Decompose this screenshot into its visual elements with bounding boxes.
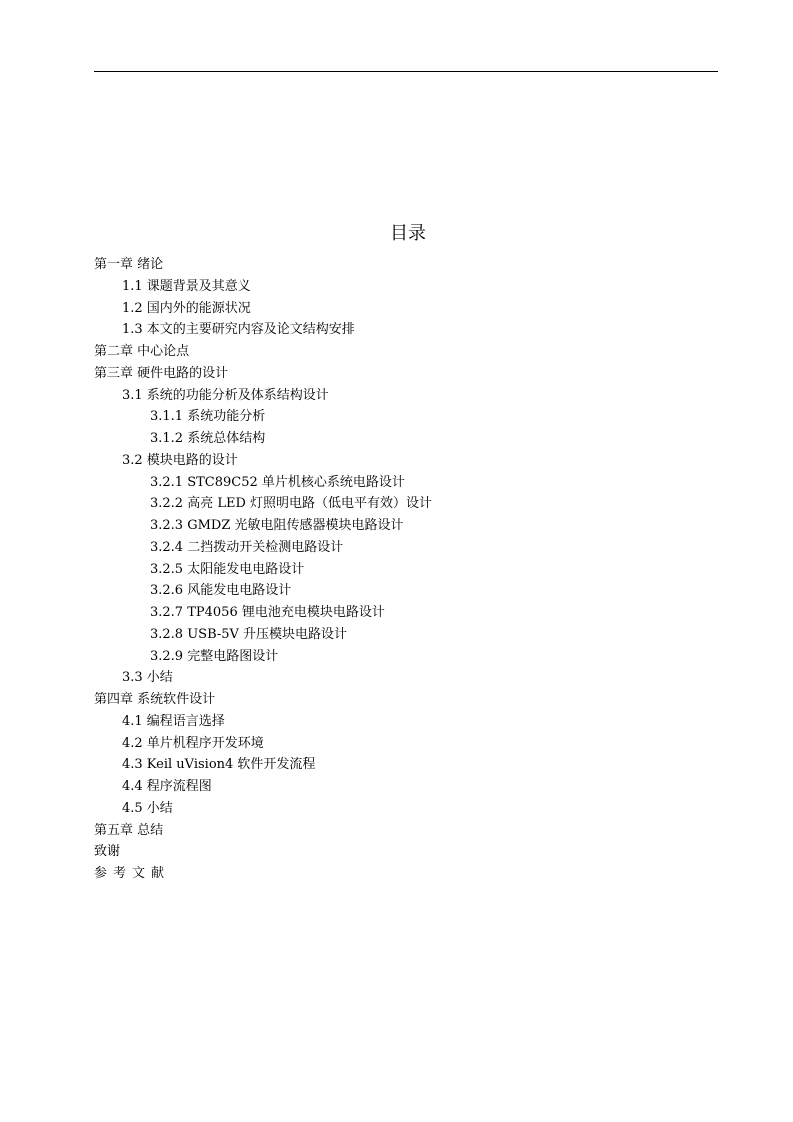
toc-entry-4-3: 4.3 Keil uVision4 软件开发流程 xyxy=(122,757,316,773)
toc-entry-3-2-5: 3.2.5 太阳能发电电路设计 xyxy=(150,561,305,577)
toc-entry-4-5: 4.5 小结 xyxy=(122,800,173,816)
toc-entry-4-1: 4.1 编程语言选择 xyxy=(122,713,225,729)
toc-entry-chapter-4: 第四章 系统软件设计 xyxy=(94,692,216,707)
toc-entry-chapter-5: 第五章 总结 xyxy=(94,822,164,838)
toc-entry-3-1-2: 3.1.2 系统总体结构 xyxy=(150,431,266,446)
toc-entry-3-2-6: 3.2.6 风能发电电路设计 xyxy=(150,583,292,599)
toc-entry-3-2-7: 3.2.7 TP4056 锂电池充电模块电路设计 xyxy=(150,605,385,620)
toc-entry-3-1: 3.1 系统的功能分析及体系结构设计 xyxy=(122,387,329,403)
toc-entry-1-1: 1.1 课题背景及其意义 xyxy=(122,278,251,294)
toc-entry-3-2-4: 3.2.4 二挡拨动开关检测电路设计 xyxy=(150,539,344,555)
toc-title: 目录 xyxy=(390,223,426,244)
toc-entry-chapter-2: 第二章 中心论点 xyxy=(94,344,190,359)
toc-entry-3-2-3: 3.2.3 GMDZ 光敏电阻传感器模块电路设计 xyxy=(150,518,404,533)
toc-entry-acknowledgements: 致谢 xyxy=(94,844,121,860)
toc-entry-3-3: 3.3 小结 xyxy=(122,670,173,686)
toc-entry-4-4: 4.4 程序流程图 xyxy=(122,779,212,794)
toc-entry-1-3: 1.3 本文的主要研究内容及论文结构安排 xyxy=(122,322,355,338)
toc-entry-3-2-9: 3.2.9 完整电路图设计 xyxy=(150,648,279,664)
toc-entry-references: 参考文献 xyxy=(94,866,171,881)
toc-entry-3-2: 3.2 模块电路的设计 xyxy=(122,452,238,468)
toc-list xyxy=(94,254,432,885)
toc-entry-chapter-1: 第一章 绪论 xyxy=(94,257,164,272)
toc-entry-3-2-8: 3.2.8 USB-5V 升压模块电路设计 xyxy=(150,626,348,642)
toc-entry-3-2-2: 3.2.2 高亮 LED 灯照明电路（低电平有效）设计 xyxy=(150,496,433,512)
toc-entry-4-2: 4.2 单片机程序开发环境 xyxy=(122,735,264,751)
toc-entry-1-2: 1.2 国内外的能源状况 xyxy=(122,300,251,316)
toc-entry-3-2-1: 3.2.1 STC89C52 单片机核心系统电路设计 xyxy=(150,474,405,490)
toc-entry-chapter-3: 第三章 硬件电路的设计 xyxy=(94,365,229,381)
toc-entry-3-1-1: 3.1.1 系统功能分析 xyxy=(150,409,266,425)
header-rule xyxy=(94,71,718,72)
